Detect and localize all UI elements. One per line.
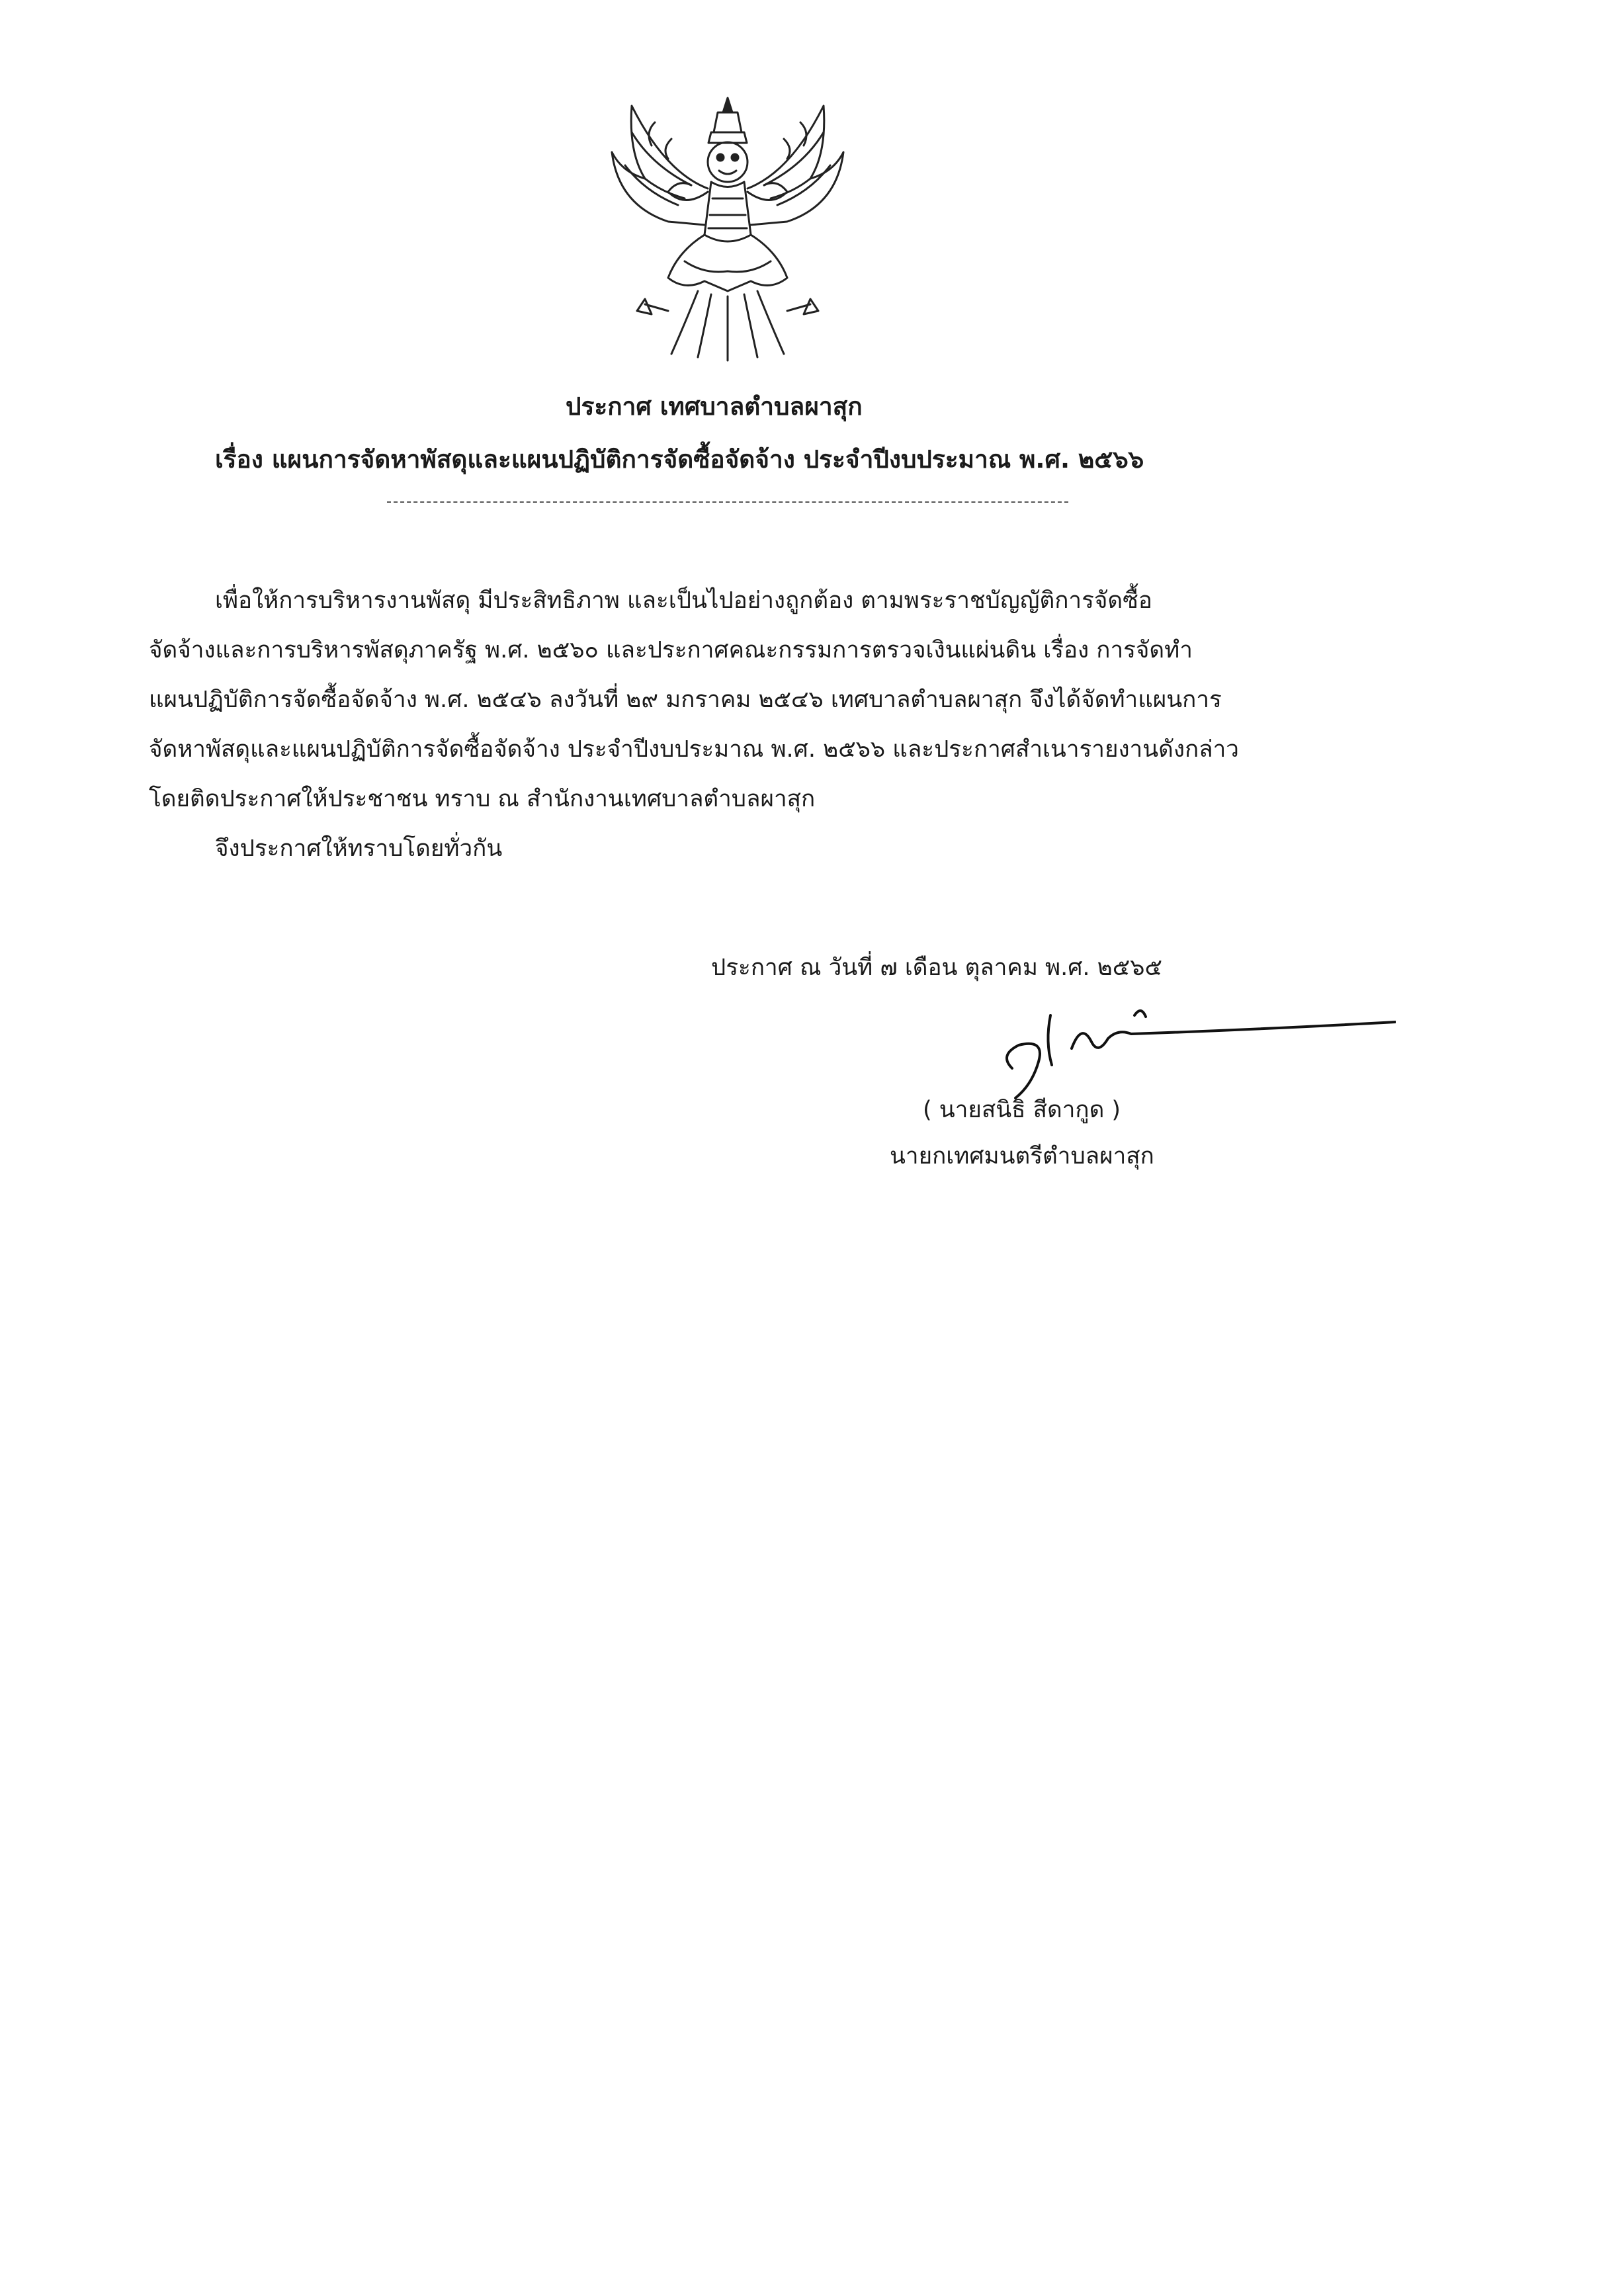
body-line-5: โดยติดประกาศให้ประชาชน ทราบ ณ สำนักงานเทศบาลตำบลผาสุก bbox=[149, 786, 816, 812]
announcement-subject: เรื่อง แผนการจัดหาพัสดุและแผนปฏิบัติการจัดซื้อจัดจ้าง ประจำปีงบประมาณ พ.ศ. ๒๕๖๖ bbox=[215, 445, 1144, 474]
signature-icon bbox=[972, 976, 1396, 1108]
closing-line: จึงประกาศให้ทราบโดยทั่วกัน bbox=[215, 835, 503, 862]
body-line-3: แผนปฏิบัติการจัดซื้อจัดจ้าง พ.ศ. ๒๕๔๖ ลงวันที่ ๒๙ มกราคม ๒๕๔๖ เทศบาลตำบลผาสุก จึงได้จัดทำแผนการ bbox=[149, 687, 1222, 713]
body-line-1: เพื่อให้การบริหารงานพัสดุ มีประสิทธิภาพ และเป็นไปอย่างถูกต้อง ตามพระราชบัญญัติการจัดซื้อ bbox=[215, 587, 1152, 614]
announcement-title: ประกาศ เทศบาลตำบลผาสุก bbox=[566, 392, 863, 421]
garuda-emblem-icon bbox=[605, 93, 850, 370]
announcement-date: ประกาศ ณ วันที่ ๗ เดือน ตุลาคม พ.ศ. ๒๕๖๕ bbox=[711, 955, 1162, 981]
body-line-4: จัดหาพัสดุและแผนปฏิบัติการจัดซื้อจัดจ้าง ประจำปีงบประมาณ พ.ศ. ๒๕๖๖ และประกาศสำเนารายงานดังกล่าว bbox=[149, 736, 1239, 763]
body-line-2: จัดจ้างและการบริหารพัสดุภาครัฐ พ.ศ. ๒๕๖๐ และประกาศคณะกรรมการตรวจเงินแผ่นดิน เรื่อง การจัดทำ bbox=[149, 637, 1193, 663]
title-divider bbox=[387, 501, 1068, 503]
signer-title: นายกเทศมนตรีตำบลผาสุก bbox=[890, 1143, 1154, 1169]
signer-name: ( นายสนิธิ สีดากูด ) bbox=[923, 1097, 1121, 1123]
